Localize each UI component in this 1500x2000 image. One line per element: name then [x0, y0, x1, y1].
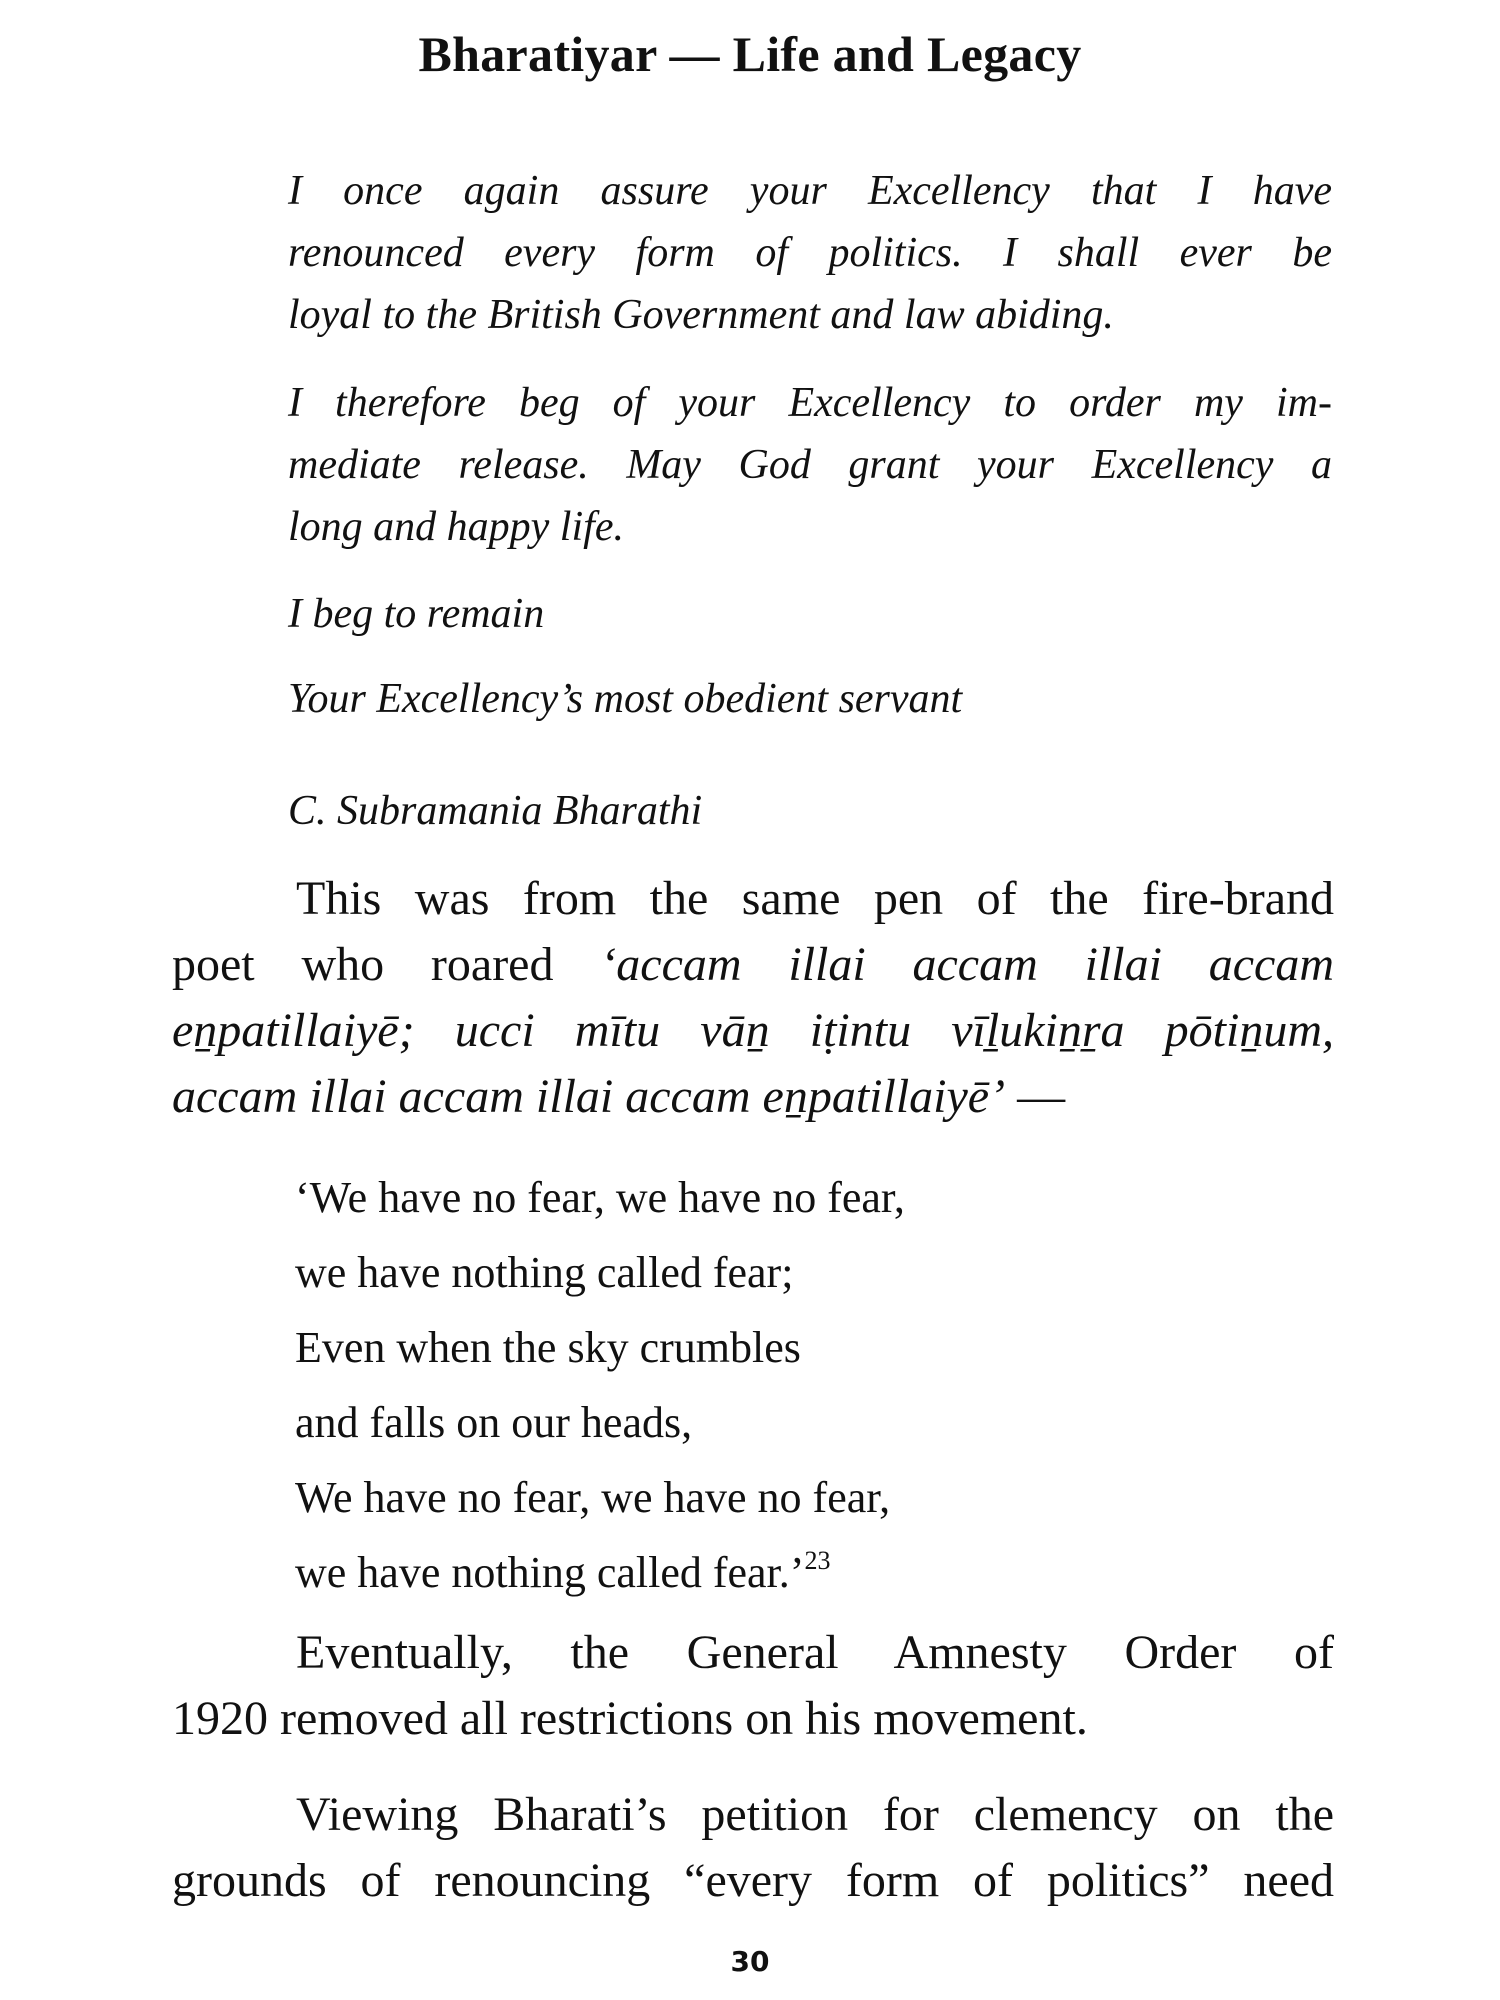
letter-line: loyal to the British Government and law abiding.	[288, 292, 1114, 338]
body-paragraph-2	[172, 1620, 1334, 1752]
page-number: 30	[730, 1945, 770, 1978]
body-paragraph-1	[172, 866, 1334, 1130]
paragraph-line: grounds of renouncing “every form of politics” need	[172, 1854, 1334, 1907]
paragraph-line: 1920 removed all restrictions on his movement.	[172, 1692, 1088, 1745]
verse-line: we have nothing called fear;	[295, 1248, 794, 1297]
letter-salutation: Your Excellency’s most obedient servant	[288, 676, 963, 722]
letter-paragraph-1	[288, 160, 1332, 346]
verse-line: ‘We have no fear, we have no fear,	[295, 1173, 905, 1222]
letter-line: long and happy life.	[288, 504, 624, 550]
quoted-letter-2	[288, 372, 1332, 558]
letter-line: renounced every form of politics. I shall ever be	[288, 230, 1332, 276]
verse-line: Even when the sky crumbles	[295, 1323, 801, 1372]
paragraph-text: —	[1005, 1070, 1066, 1123]
letter-line: I once again assure your Excellency that I have	[288, 168, 1332, 214]
verse-translation	[295, 1160, 1195, 1610]
verse-line: and falls on our heads,	[295, 1398, 693, 1447]
paragraph-line: Viewing Bharati’s petition for clemency on the	[296, 1788, 1334, 1841]
tamil-quote: eṉpatillaiyē; ucci mītu vāṉ iṭintu vīḻukiṉṟa pōtiṉum,	[172, 1004, 1334, 1057]
paragraph-line: Eventually, the General Amnesty Order of	[296, 1626, 1334, 1679]
footnote-marker: 23	[804, 1546, 831, 1575]
verse-line-last	[295, 1535, 1195, 1610]
letter-signature: C. Subramania Bharathi	[288, 788, 703, 834]
verse-line: We have no fear, we have no fear,	[295, 1473, 891, 1522]
letter-line: I therefore beg of your Excellency to order my im-	[288, 380, 1332, 426]
tamil-quote: ‘accam illai accam illai accam	[600, 938, 1334, 991]
letter-line: mediate release. May God grant your Excellency a	[288, 442, 1332, 488]
verse-line: we have nothing called fear.’	[295, 1548, 805, 1597]
paragraph-line: This was from the same pen of the fire-brand	[296, 872, 1334, 925]
body-paragraph-3	[172, 1782, 1334, 1914]
letter-paragraph-2	[288, 372, 1332, 558]
paragraph-line	[172, 1064, 1334, 1130]
tamil-quote: accam illai accam illai accam eṉpatillaiyē’	[172, 1070, 1006, 1123]
paragraph-line	[172, 932, 1334, 998]
quoted-letter	[288, 160, 1332, 346]
paragraph-text: poet who roared	[172, 938, 601, 991]
page-title: Bharatiyar — Life and Legacy	[418, 26, 1082, 82]
letter-closing: I beg to remain	[288, 591, 545, 637]
